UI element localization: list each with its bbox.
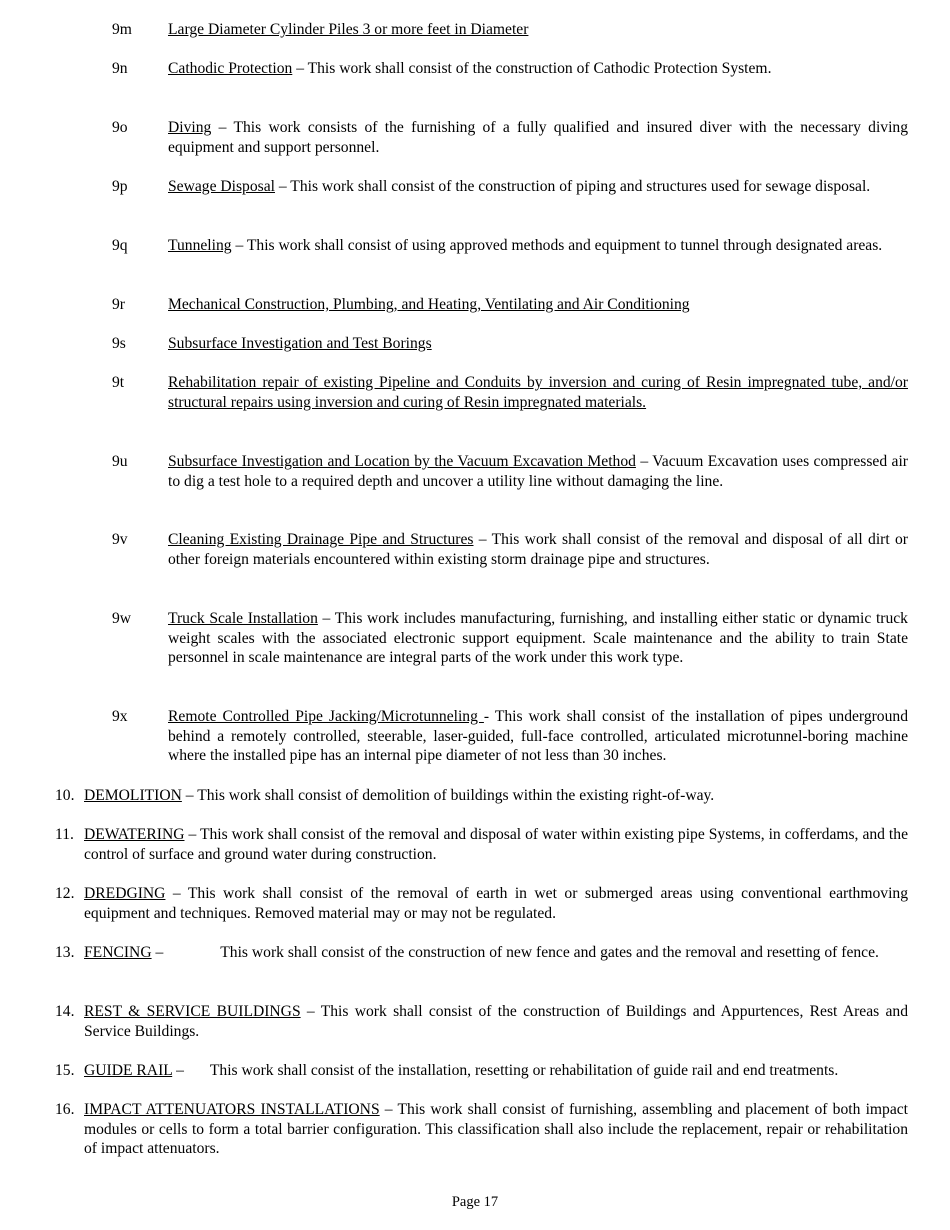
list-item-11 xyxy=(55,825,908,864)
item-description: This work shall consist of the installation of pipes underground behind a remotely controlled, steerable, laser-guided, full-face controlled, articulated microtunnel-boring machine where the installed pipe has an internal pipe diameter of not less than 30 inches. xyxy=(168,708,908,765)
item-separator: – xyxy=(379,1101,398,1118)
item-code: 9o xyxy=(112,119,128,136)
item-separator: – xyxy=(211,119,234,136)
item-separator: – xyxy=(172,1062,184,1079)
item-separator: – xyxy=(300,1003,321,1020)
item-number: 11. xyxy=(55,826,74,843)
item-title: Tunneling xyxy=(168,237,232,254)
item-code: 9x xyxy=(112,708,128,725)
page-number: Page 17 xyxy=(451,1194,499,1210)
item-title: Truck Scale Installation xyxy=(168,610,318,627)
item-code: 9q xyxy=(112,237,128,254)
item-description: This work shall consist of the construction of Buildings and Appurtences, Rest Areas and Service Buildings. xyxy=(84,1003,908,1040)
item-title: Sewage Disposal xyxy=(168,178,275,195)
item-separator: – xyxy=(231,237,247,254)
item-separator: – xyxy=(184,826,200,843)
item-title: Diving xyxy=(168,119,212,136)
item-title: Rehabilitation repair of existing Pipeline and Conduits by inversion and curing of Resin impregnated tube, and/or structural repairs using inversion and curing of Resin impregnated materials. xyxy=(168,374,908,411)
list-item-12 xyxy=(55,884,908,923)
list-item-9v xyxy=(112,530,908,569)
item-separator: – xyxy=(292,60,308,77)
item-separator: – xyxy=(165,885,188,902)
item-description: This work shall consist of the removal and disposal of water within existing pipe Systems, in cofferdams, and the control of surface and ground water during construction. xyxy=(84,826,908,863)
item-separator: – xyxy=(274,178,291,195)
item-title: Cleaning Existing Drainage Pipe and Structures xyxy=(168,531,474,548)
item-description: This work consists of the furnishing of a fully qualified and insured diver with the necessary diving equipment and support personnel. xyxy=(168,119,909,156)
list-item-13 xyxy=(55,943,908,963)
list-item-9q xyxy=(112,236,908,256)
item-code: 9t xyxy=(112,374,125,391)
item-code: 9v xyxy=(112,531,128,548)
item-number: 16. xyxy=(55,1101,75,1118)
item-separator: – xyxy=(473,531,492,548)
item-description: This work shall consist of furnishing, assembling and placement of both impact modules or cells to form a total barrier configuration. This classification shall also include the replacement, repair or rehabilitation of impact attenuators. xyxy=(84,1101,909,1158)
item-number: 10. xyxy=(55,787,75,804)
item-code: 9s xyxy=(112,335,126,352)
item-number: 12. xyxy=(55,885,75,902)
item-title: IMPACT ATTENUATORS INSTALLATIONS xyxy=(84,1101,380,1118)
item-title: GUIDE RAIL xyxy=(84,1062,173,1079)
list-item-9r xyxy=(112,295,908,315)
item-separator: – xyxy=(317,610,335,627)
list-item-9o xyxy=(112,118,908,157)
item-code: 9w xyxy=(112,610,132,627)
list-item-9m xyxy=(112,20,908,40)
item-title: FENCING xyxy=(84,944,152,961)
item-code: 9n xyxy=(112,60,128,77)
item-title: Mechanical Construction, Plumbing, and Heating, Ventilating and Air Conditioning xyxy=(168,296,690,313)
item-title: DEWATERING xyxy=(84,826,185,843)
item-number: 15. xyxy=(55,1062,75,1079)
list-item-16 xyxy=(55,1100,908,1159)
item-title: DEMOLITION xyxy=(84,787,182,804)
item-title: Cathodic Protection xyxy=(168,60,293,77)
item-code: 9r xyxy=(112,296,125,313)
item-title: REST & SERVICE BUILDINGS xyxy=(84,1003,301,1020)
item-separator: – xyxy=(635,453,653,470)
item-separator: – xyxy=(151,944,164,961)
list-item-15 xyxy=(55,1061,908,1081)
item-number: 14. xyxy=(55,1003,75,1020)
item-number: 13. xyxy=(55,944,75,961)
item-separator: - xyxy=(483,708,495,725)
item-title: Subsurface Investigation and Test Borings xyxy=(168,335,432,352)
item-code: 9m xyxy=(112,21,132,38)
item-description: This work includes manufacturing, furnishing, and installing either static or dynamic truck weight scales with the associated electronic support equipment. Scale maintenance and the ability to train State personnel in scale maintenance are integral parts of the work under this work type. xyxy=(168,610,908,667)
list-item-9w xyxy=(112,609,908,668)
item-separator: – xyxy=(181,787,198,804)
item-description: This work shall consist of the removal of earth in wet or submerged areas using conventional earthmoving equipment and techniques. Removed material may or may not be regulated. xyxy=(84,885,908,922)
item-description: This work shall consist of demolition of buildings within the existing right-of-way. xyxy=(197,787,715,804)
list-item-9n xyxy=(112,59,908,79)
item-description: This work shall consist of using approved methods and equipment to tunnel through designated areas. xyxy=(246,237,883,254)
list-item-9u xyxy=(112,452,908,491)
item-title: Subsurface Investigation and Location by the Vacuum Excavation Method xyxy=(168,453,636,470)
list-item-10 xyxy=(55,786,908,806)
item-title: Large Diameter Cylinder Piles 3 or more feet in Diameter xyxy=(168,21,529,38)
item-title: DREDGING xyxy=(84,885,166,902)
list-item-9t xyxy=(112,373,908,412)
list-item-9s xyxy=(112,334,908,354)
item-title: Remote Controlled Pipe Jacking/Microtunneling xyxy=(168,708,484,725)
item-code: 9u xyxy=(112,453,128,470)
list-item-9p xyxy=(112,177,908,197)
item-code: 9p xyxy=(112,178,128,195)
item-description: This work shall consist of the construction of new fence and gates and the removal and resetting of fence. xyxy=(220,944,879,961)
item-description: This work shall consist of the construction of Cathodic Protection System. xyxy=(307,60,772,77)
item-description: This work shall consist of the installation, resetting or rehabilitation of guide rail and end treatments. xyxy=(209,1062,839,1079)
item-description: This work shall consist of the construction of piping and structures used for sewage disposal. xyxy=(290,178,871,195)
item-description: Vacuum Excavation uses compressed air to dig a test hole to a required depth and uncover a utility line without damaging the line. xyxy=(168,453,908,490)
list-item-14 xyxy=(55,1002,908,1041)
list-item-9x xyxy=(112,707,908,766)
item-description: This work shall consist of the removal and disposal of all dirt or other foreign materials encountered within existing storm drainage pipe and structures. xyxy=(168,531,908,568)
